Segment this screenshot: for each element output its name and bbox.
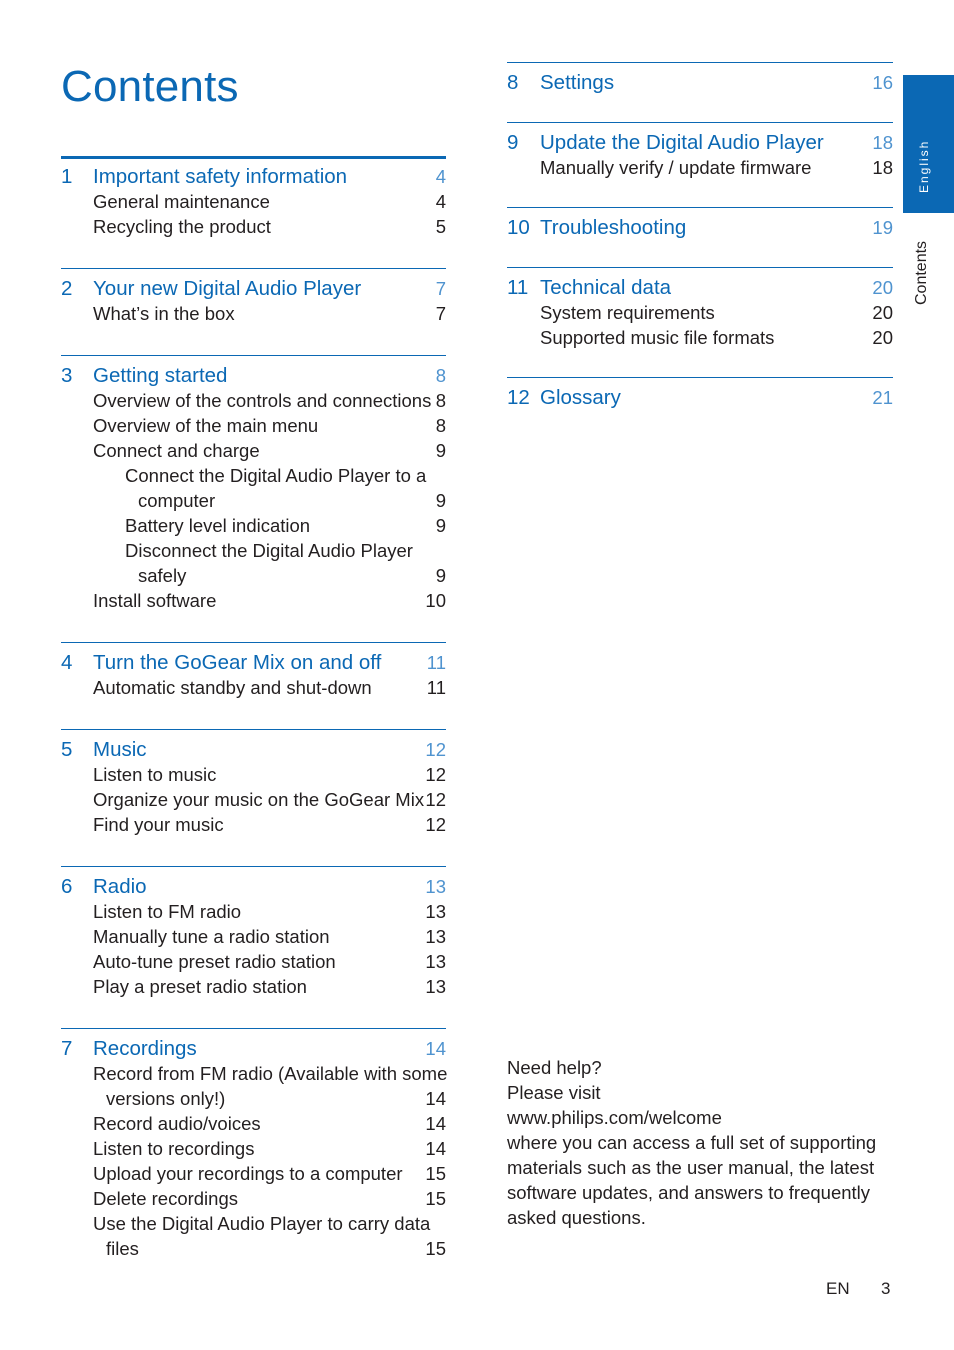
chapter-title: Getting started (93, 364, 228, 387)
toc-item-text: System requirements (540, 302, 715, 323)
toc-item-page: 15 (425, 1238, 446, 1259)
toc-chapter-entry[interactable] (507, 275, 893, 300)
toc-item-page: 13 (425, 976, 446, 997)
toc-item-text: Battery level indication (125, 515, 311, 536)
page-title: Contents (61, 62, 239, 111)
chapter-number: 12 (507, 386, 530, 409)
chapter-page: 7 (435, 278, 446, 299)
chapter-page: 13 (425, 876, 446, 897)
help-body-line: asked questions. (507, 1207, 646, 1228)
toc-item-text: Organize your music on the GoGear Mix (93, 789, 425, 810)
toc-item-text: Use the Digital Audio Player to carry data (93, 1213, 431, 1234)
toc-item-text: Automatic standby and shut-down (93, 677, 372, 698)
chapter-number: 10 (507, 216, 530, 239)
toc-item-text: Supported music file formats (540, 327, 775, 348)
toc-item-text: safely (138, 565, 187, 586)
toc-chapter-entry[interactable] (61, 363, 446, 388)
help-line: Please visit (507, 1082, 601, 1103)
section-divider (507, 122, 893, 123)
toc-item[interactable] (61, 513, 446, 538)
toc-item-text: Listen to recordings (93, 1138, 255, 1159)
help-heading: Need help? (507, 1057, 602, 1078)
section-divider (61, 156, 446, 159)
help-body-line: software updates, and answers to frequently (507, 1182, 871, 1203)
toc-item[interactable] (61, 1236, 446, 1261)
toc-item[interactable] (61, 189, 446, 214)
toc-item-page: 9 (435, 565, 446, 586)
chapter-title: Troubleshooting (540, 216, 687, 239)
toc-chapter-entry[interactable] (61, 164, 446, 189)
toc-item-text: Listen to FM radio (93, 901, 242, 922)
chapter-title: Glossary (540, 386, 621, 409)
chapter-number: 5 (61, 738, 73, 761)
toc-item[interactable] (61, 538, 446, 563)
toc-item[interactable] (61, 463, 446, 488)
toc-item[interactable] (61, 812, 446, 837)
toc-item-page: 12 (425, 789, 446, 810)
help-url-link[interactable]: www.philips.com/welcome (507, 1107, 722, 1128)
section-divider (507, 62, 893, 63)
chapter-title: Turn the GoGear Mix on and off (93, 651, 382, 674)
toc-item[interactable] (61, 214, 446, 239)
toc-item[interactable] (61, 762, 446, 787)
toc-item-text: Overview of the main menu (93, 415, 319, 436)
toc-chapter-entry[interactable] (507, 215, 893, 240)
toc-item-page: 7 (435, 303, 446, 324)
toc-item-page: 20 (872, 327, 893, 348)
toc-item-page: 14 (425, 1113, 446, 1134)
toc-item[interactable] (507, 325, 893, 350)
chapter-title: Music (93, 738, 147, 761)
toc-item-text: Auto-tune preset radio station (93, 951, 336, 972)
chapter-number: 1 (61, 165, 73, 188)
toc-item-page: 11 (426, 677, 446, 698)
toc-item-text: Upload your recordings to a computer (93, 1163, 403, 1184)
toc-chapter-entry[interactable] (507, 130, 893, 155)
toc-item-page: 13 (425, 951, 446, 972)
toc-item-text: Install software (93, 590, 217, 611)
toc-item[interactable] (61, 438, 446, 463)
toc-item-text: versions only!) (106, 1088, 226, 1109)
section-divider (507, 377, 893, 378)
footer-language: EN (826, 1279, 850, 1298)
chapter-title: Update the Digital Audio Player (540, 131, 824, 154)
chapter-page: 14 (425, 1038, 446, 1059)
section-divider (61, 866, 446, 867)
chapter-number: 9 (507, 131, 519, 154)
toc-item[interactable] (61, 899, 446, 924)
toc-item[interactable] (61, 949, 446, 974)
chapter-title: Technical data (540, 276, 672, 299)
toc-item[interactable] (61, 1111, 446, 1136)
chapter-number: 2 (61, 277, 73, 300)
chapter-page: 12 (425, 739, 446, 760)
toc-item[interactable] (61, 563, 446, 588)
toc-item[interactable] (61, 787, 446, 812)
chapter-number: 4 (61, 651, 73, 674)
chapter-page: 20 (872, 277, 893, 298)
toc-chapter-entry[interactable] (61, 874, 446, 899)
chapter-page: 21 (872, 387, 893, 408)
toc-item[interactable] (61, 1061, 446, 1086)
toc-item-page: 5 (435, 216, 446, 237)
toc-item[interactable] (61, 675, 446, 700)
toc-item[interactable] (61, 1136, 446, 1161)
toc-item-text: General maintenance (93, 191, 270, 212)
toc-item[interactable] (61, 413, 446, 438)
toc-chapter-entry[interactable] (507, 70, 893, 95)
chapter-page: 16 (872, 72, 893, 93)
chapter-number: 7 (61, 1037, 73, 1060)
toc-chapter-entry[interactable] (61, 737, 446, 762)
toc-item[interactable] (61, 1186, 446, 1211)
toc-item[interactable] (61, 1211, 446, 1236)
toc-item[interactable] (61, 588, 446, 613)
toc-item-page: 12 (425, 764, 446, 785)
toc-item-page: 14 (425, 1138, 446, 1159)
toc-item-text: Overview of the controls and connections (93, 390, 432, 411)
section-divider (61, 355, 446, 356)
toc-item-page: 13 (425, 926, 446, 947)
chapter-number: 3 (61, 364, 73, 387)
toc-item-text: computer (138, 490, 216, 511)
toc-item-page: 4 (435, 191, 446, 212)
chapter-title: Your new Digital Audio Player (93, 277, 362, 300)
chapter-page: 11 (426, 652, 446, 673)
toc-item-page: 10 (425, 590, 446, 611)
toc-item[interactable] (61, 924, 446, 949)
toc-item[interactable] (61, 488, 446, 513)
toc-item-page: 14 (425, 1088, 446, 1109)
section-divider (61, 729, 446, 730)
toc-item-text: Record audio/voices (93, 1113, 261, 1134)
toc-item-text: Manually tune a radio station (93, 926, 330, 947)
toc-item-text: Manually verify / update firmware (540, 157, 812, 178)
toc-item-page: 8 (435, 415, 446, 436)
toc-item-page: 15 (425, 1163, 446, 1184)
toc-item[interactable] (507, 155, 893, 180)
toc-item[interactable] (61, 1161, 446, 1186)
chapter-page: 18 (872, 132, 893, 153)
toc-chapter-entry[interactable] (61, 650, 446, 675)
section-divider (61, 1028, 446, 1029)
toc-item-page: 18 (872, 157, 893, 178)
footer-page-number: 3 (881, 1279, 891, 1298)
help-body-line: where you can access a full set of supporting (507, 1132, 877, 1153)
help-box (507, 1055, 887, 1230)
toc-item-text: What’s in the box (93, 303, 235, 324)
toc-item-page: 20 (872, 302, 893, 323)
chapter-title: Recordings (93, 1037, 197, 1060)
section-divider (507, 207, 893, 208)
section-divider (61, 642, 446, 643)
toc-chapter-entry[interactable] (61, 1036, 446, 1061)
toc-item-text: Record from FM radio (Available with some (93, 1063, 448, 1084)
chapter-page: 19 (872, 217, 893, 238)
toc-item[interactable] (507, 300, 893, 325)
section-divider (61, 268, 446, 269)
toc-chapter-entry[interactable] (61, 276, 446, 301)
chapter-number: 8 (507, 71, 519, 94)
chapter-page: 4 (435, 166, 446, 187)
toc-item-page: 13 (425, 901, 446, 922)
chapter-title: Important safety information (93, 165, 348, 188)
section-tab-label: Contents (913, 240, 930, 305)
language-tab-label: English (917, 139, 931, 193)
toc-item[interactable] (61, 301, 446, 326)
help-body-line: materials such as the user manual, the latest (507, 1157, 875, 1178)
toc-item-page: 9 (435, 490, 446, 511)
language-tab (903, 75, 954, 213)
toc-item-page: 15 (425, 1188, 446, 1209)
toc-chapter-entry[interactable] (507, 385, 893, 410)
toc-item-page: 12 (425, 814, 446, 835)
toc-item-text: Connect and charge (93, 440, 260, 461)
toc-item-page: 8 (435, 390, 446, 411)
toc-item-text: Recycling the product (93, 216, 271, 237)
toc-item-text: Connect the Digital Audio Player to a (125, 465, 427, 486)
toc-item[interactable] (61, 388, 446, 413)
toc-item[interactable] (61, 974, 446, 999)
toc-item-text: Disconnect the Digital Audio Player (125, 540, 413, 561)
chapter-page: 8 (435, 365, 446, 386)
toc-item[interactable] (61, 1086, 446, 1111)
chapter-title: Settings (540, 71, 615, 94)
toc-item-text: Play a preset radio station (93, 976, 307, 997)
toc-item-text: files (106, 1238, 139, 1259)
toc-item-page: 9 (435, 440, 446, 461)
toc-item-text: Find your music (93, 814, 224, 835)
chapter-number: 6 (61, 875, 73, 898)
section-divider (507, 267, 893, 268)
toc-item-text: Delete recordings (93, 1188, 238, 1209)
chapter-title: Radio (93, 875, 147, 898)
toc-item-text: Listen to music (93, 764, 217, 785)
toc-item-page: 9 (435, 515, 446, 536)
chapter-number: 11 (507, 276, 529, 299)
